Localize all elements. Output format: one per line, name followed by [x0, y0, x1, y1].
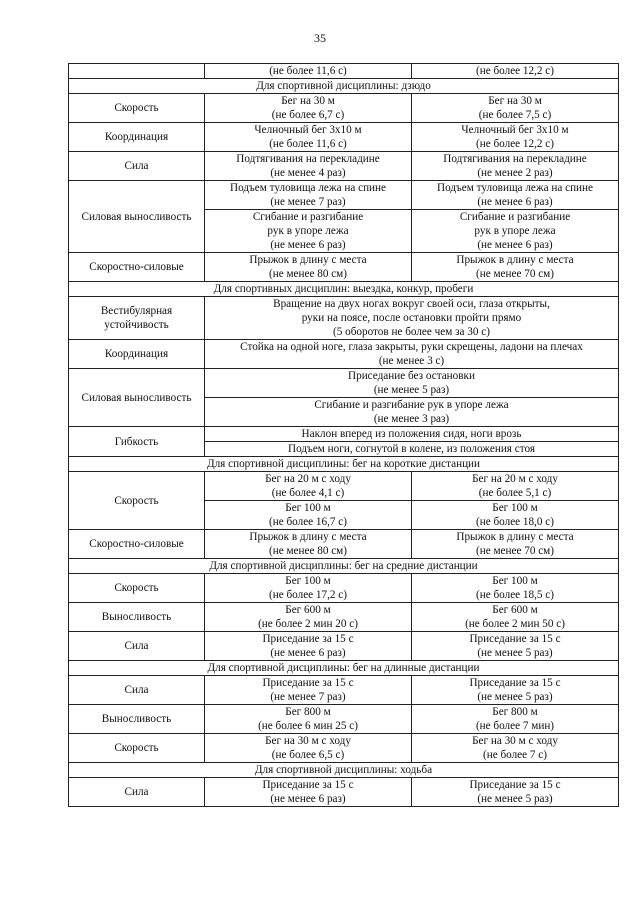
- norm-boys: [205, 472, 412, 501]
- cell-text-line: (не более 12,2 с): [476, 138, 554, 150]
- cell-text-line: (не более 6,5 с): [271, 749, 345, 761]
- section-title: Для спортивной дисциплины: бег на средние дистанции: [69, 559, 619, 574]
- cell-text-line: Наклон вперед из положения сидя, ноги врозь: [301, 428, 522, 440]
- norm-boys: [205, 530, 412, 559]
- cell-text-line: (не более 7 мин): [475, 720, 555, 732]
- norm-boys: [205, 632, 412, 661]
- cell-text-line: Бег на 30 м: [281, 95, 335, 107]
- norm-girls: [412, 501, 619, 530]
- norm-girls: [412, 734, 619, 763]
- quality-label: Выносливость: [69, 705, 205, 734]
- norm-row-wide: [69, 340, 619, 369]
- norm-girls: [412, 210, 619, 253]
- norm-combined: [205, 398, 619, 427]
- norm-row-wide: [69, 297, 619, 340]
- section-title: Для спортивной дисциплины: бег на короткие дистанции: [69, 457, 619, 472]
- cell-text-line: Подтягивания на перекладине: [236, 153, 380, 165]
- cell-text-line: Прыжок в длину с места: [249, 531, 367, 543]
- norm-girls: [412, 632, 619, 661]
- cell-text-line: (не менее 70 см): [476, 268, 554, 280]
- cell-text-line: Подъем туловища лежа на спине: [229, 182, 387, 194]
- norm-combined: [205, 442, 619, 457]
- norm-boys: [205, 676, 412, 705]
- section-header-row: [69, 457, 619, 472]
- quality-label: Скоростно-силовые: [69, 530, 205, 559]
- norm-combined: [205, 427, 619, 442]
- cell-text-line: (не более 6,7 с): [271, 109, 345, 121]
- cell-text-line: Бег на 30 м с ходу: [265, 735, 351, 747]
- cell-text-line: Гибкость: [114, 435, 159, 448]
- norm-row: [69, 778, 619, 807]
- cell-text-line: руки на поясе, после остановки пройти прямо: [301, 312, 522, 324]
- cell-text-line: Прыжок в длину с места: [456, 254, 574, 266]
- cell-text-line: (не менее 2 раз): [477, 167, 553, 179]
- norm-row: [69, 574, 619, 603]
- cell-text-line: рук в упоре лежа: [267, 225, 349, 237]
- norm-girls: [412, 705, 619, 734]
- quality-label: [69, 427, 205, 457]
- section-title: Для спортивной дисциплины: бег на длинные дистанции: [69, 661, 619, 676]
- cell-text-line: (не менее 5 раз): [477, 793, 553, 805]
- norm-boys: [205, 574, 412, 603]
- cell-text-line: устойчивость: [104, 319, 169, 331]
- norm-boys: [205, 501, 412, 530]
- quality-label: Координация: [69, 123, 205, 152]
- section-header-row: [69, 559, 619, 574]
- cell-text-line: (не более 17,2 с): [269, 589, 347, 601]
- norm-girls: [412, 64, 619, 79]
- quality-label: Скоростно-силовые: [69, 253, 205, 282]
- cell-text-line: (не более 2 мин 50 с): [465, 618, 565, 630]
- cell-text-line: (не более 4,1 с): [271, 487, 345, 499]
- cell-text-line: (не менее 6 раз): [270, 239, 346, 251]
- cell-text-line: (не менее 80 см): [269, 545, 347, 557]
- cell-text-line: (не более 2 мин 20 с): [258, 618, 358, 630]
- norm-girls: [412, 94, 619, 123]
- section-header-row: [69, 763, 619, 778]
- cell-text-line: Сгибание и разгибание рук в упоре лежа: [314, 399, 509, 411]
- norm-boys: [205, 181, 412, 210]
- cell-text-line: (не менее 5 раз): [373, 384, 450, 396]
- norm-row: [69, 632, 619, 661]
- norm-combined: [205, 340, 619, 369]
- norm-row: [69, 472, 619, 501]
- cell-text-line: Бег на 30 м: [488, 95, 542, 107]
- norm-boys: [205, 123, 412, 152]
- norm-girls: [412, 123, 619, 152]
- cell-text-line: (не менее 5 раз): [477, 691, 553, 703]
- cell-text-line: Силовая выносливость: [81, 391, 192, 404]
- cell-text-line: (не менее 7 раз): [270, 691, 346, 703]
- cell-text-line: Вращение на двух ногах вокруг своей оси, глаза открыты,: [273, 298, 550, 310]
- cell-text-line: Бег на 20 м с ходу: [265, 473, 351, 485]
- norm-girls: [412, 676, 619, 705]
- section-header-row: [69, 282, 619, 297]
- cell-text-line: Бег 100 м: [492, 575, 538, 587]
- quality-label: [69, 340, 205, 369]
- norm-row: [69, 705, 619, 734]
- norms-table-body: [69, 64, 619, 807]
- norm-boys: [205, 94, 412, 123]
- cell-text-line: Бег на 20 м с ходу: [472, 473, 558, 485]
- cell-text-line: Приседание без остановки: [348, 370, 475, 382]
- cell-text-line: (не менее 6 раз): [270, 793, 346, 805]
- cell-text-line: рук в упоре лежа: [474, 225, 556, 237]
- norm-girls: [412, 472, 619, 501]
- cell-text-line: Приседание за 15 с: [469, 779, 561, 791]
- quality-label: Сила: [69, 676, 205, 705]
- cell-text-line: (не менее 6 раз): [477, 196, 553, 208]
- cell-text-line: (не более 6 мин 25 с): [258, 720, 358, 732]
- cell-text-line: Приседание за 15 с: [469, 677, 561, 689]
- cell-text-line: (не менее 6 раз): [270, 647, 346, 659]
- quality-label: Силовая выносливость: [69, 181, 205, 253]
- norm-girls: [412, 253, 619, 282]
- cell-text-line: (не более 12,2 с): [476, 65, 554, 77]
- norm-boys: [205, 210, 412, 253]
- norm-row: [69, 94, 619, 123]
- cell-text-line: Приседание за 15 с: [262, 633, 354, 645]
- norm-boys: [205, 253, 412, 282]
- cell-text-line: Сгибание и разгибание: [459, 211, 571, 223]
- cell-text-line: (не менее 4 раз): [270, 167, 346, 179]
- norm-row: [69, 530, 619, 559]
- quality-label: Сила: [69, 632, 205, 661]
- norm-boys: [205, 705, 412, 734]
- cell-text-line: Приседание за 15 с: [469, 633, 561, 645]
- norm-girls: [412, 152, 619, 181]
- norm-row: [69, 64, 619, 79]
- cell-text-line: Бег 100 м: [285, 502, 331, 514]
- cell-text-line: Подтягивания на перекладине: [443, 153, 587, 165]
- norm-boys: [205, 734, 412, 763]
- norm-row-wide: [69, 427, 619, 442]
- cell-text-line: Вестибулярная: [100, 305, 173, 317]
- quality-label: Сила: [69, 778, 205, 807]
- norm-girls: [412, 574, 619, 603]
- norm-girls: [412, 603, 619, 632]
- cell-text-line: Бег 100 м: [285, 575, 331, 587]
- cell-text-line: (не более 5,1 с): [478, 487, 552, 499]
- norm-girls: [412, 778, 619, 807]
- cell-text-line: Бег 800 м: [492, 706, 538, 718]
- section-title: Для спортивных дисциплин: выездка, конкур, пробеги: [69, 282, 619, 297]
- cell-text-line: (не более 18,5 с): [476, 589, 554, 601]
- cell-text-line: Бег 600 м: [492, 604, 538, 616]
- norm-boys: [205, 64, 412, 79]
- norm-girls: [412, 530, 619, 559]
- quality-label: Скорость: [69, 94, 205, 123]
- cell-text-line: Подъем туловища лежа на спине: [436, 182, 594, 194]
- norm-combined: [205, 297, 619, 340]
- norm-boys: [205, 778, 412, 807]
- cell-text-line: (не более 11,6 с): [269, 65, 347, 77]
- cell-text-line: (не менее 5 раз): [477, 647, 553, 659]
- cell-text-line: (не более 7,5 с): [478, 109, 552, 121]
- section-header-row: [69, 79, 619, 94]
- cell-text-line: Сгибание и разгибание: [252, 211, 364, 223]
- quality-label: [69, 369, 205, 427]
- norm-boys: [205, 152, 412, 181]
- norm-girls: [412, 181, 619, 210]
- norm-boys: [205, 603, 412, 632]
- cell-text-line: Бег 800 м: [285, 706, 331, 718]
- cell-text-line: (не менее 70 см): [476, 545, 554, 557]
- cell-text-line: Бег 100 м: [492, 502, 538, 514]
- cell-text-line: (не менее 3 раз): [373, 413, 450, 425]
- cell-text-line: (не более 11,6 с): [269, 138, 347, 150]
- quality-label: Выносливость: [69, 603, 205, 632]
- norm-row: [69, 676, 619, 705]
- section-title: Для спортивной дисциплины: дзюдо: [69, 79, 619, 94]
- cell-text-line: (не менее 3 с): [378, 355, 445, 367]
- norm-row: [69, 123, 619, 152]
- cell-text-line: Прыжок в длину с места: [456, 531, 574, 543]
- section-title: Для спортивной дисциплины: ходьба: [69, 763, 619, 778]
- cell-text-line: Приседание за 15 с: [262, 677, 354, 689]
- cell-text-line: Бег 600 м: [285, 604, 331, 616]
- quality-label: [69, 64, 205, 79]
- cell-text-line: (не менее 80 см): [269, 268, 347, 280]
- cell-text-line: Приседание за 15 с: [262, 779, 354, 791]
- cell-text-line: Челночный бег 3х10 м: [461, 124, 569, 136]
- quality-label: Скорость: [69, 472, 205, 530]
- cell-text-line: (не менее 6 раз): [477, 239, 553, 251]
- quality-label: [69, 297, 205, 340]
- cell-text-line: Бег на 30 м с ходу: [472, 735, 558, 747]
- cell-text-line: (не менее 7 раз): [270, 196, 346, 208]
- cell-text-line: Подъем ноги, согнутой в колене, из положения стоя: [288, 443, 535, 455]
- norm-row: [69, 152, 619, 181]
- cell-text-line: Прыжок в длину с места: [249, 254, 367, 266]
- norm-row: [69, 734, 619, 763]
- cell-text-line: (5 оборотов не более чем за 30 с): [333, 326, 490, 338]
- cell-text-line: (не более 16,7 с): [269, 516, 347, 528]
- quality-label: Сила: [69, 152, 205, 181]
- norms-table: [68, 63, 619, 807]
- cell-text-line: Стойка на одной ноге, глаза закрыты, руки скрещены, ладони на плечах: [240, 341, 583, 353]
- norm-row-wide: [69, 369, 619, 398]
- cell-text-line: (не более 7 с): [482, 749, 547, 761]
- quality-label: Скорость: [69, 734, 205, 763]
- cell-text-line: Координация: [104, 348, 169, 360]
- norm-combined: [205, 369, 619, 398]
- cell-text-line: (не более 18,0 с): [476, 516, 554, 528]
- page-number: 35: [314, 31, 326, 45]
- cell-text-line: Челночный бег 3х10 м: [254, 124, 362, 136]
- norm-row: [69, 253, 619, 282]
- section-header-row: [69, 661, 619, 676]
- norm-row: [69, 603, 619, 632]
- norm-row: [69, 181, 619, 210]
- quality-label: Скорость: [69, 574, 205, 603]
